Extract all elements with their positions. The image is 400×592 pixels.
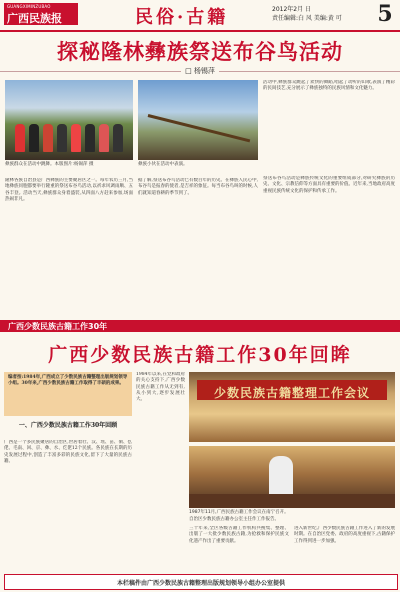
- article2-headline: 广西少数民族古籍工作30年回眸: [48, 344, 352, 366]
- logo-pinyin: GUANGXIMINZUBAO: [7, 4, 51, 9]
- footer-credit-box: [4, 574, 398, 590]
- article2-col1: 广西是一个多民族聚居的自治区,世居着壮、汉、瑶、苗、侗、仫佬、毛南、回、京、彝、水、仡佬12个民族。各民族在长期的历史发展过程中,创造了丰富多彩的民族文化,留下了大量的民族古籍。: [4, 440, 132, 464]
- photo4-caption: 自治区少数民族古籍办公室主任作工作报告。: [189, 517, 279, 522]
- issue-date: 2012年2月 日: [272, 6, 311, 13]
- photo2-caption: 彝族小伙在活动中表演。: [138, 162, 188, 167]
- newspaper-logo: [4, 3, 78, 25]
- section-title: 民俗·古籍: [135, 7, 229, 28]
- footer-credit-text: 本栏稿件由广西少数民族古籍整理出版规划领导小组办公室提供: [116, 580, 285, 587]
- section-band: [0, 320, 400, 332]
- photo3-caption: 1987年11月,广西民族古籍工作会议在南宁召开。: [189, 510, 289, 515]
- conference-banner-photo: [189, 372, 395, 442]
- speaker-photo: [189, 446, 395, 508]
- section-band-label: 广西少数民族古籍工作30年: [8, 322, 108, 331]
- article1-body-far-right: 祭送布谷鸟活动是彝族传统文化的重要组成部分,对研究彝族的历史、文化、宗教信仰等方面具有重要的价值。近年来,当地政府高度重视民族传统文化的保护和传承工作。: [263, 176, 395, 194]
- article1-byline: [0, 66, 400, 76]
- festival-photo-dancers: [5, 80, 133, 160]
- banner-text: 少数民族古籍整理工作会议: [213, 386, 370, 400]
- article1-body-right: 活动中,彝族群众跳起了欢快的舞蹈,唱起了动听的山歌,表演了精彩的民间技艺,充分展示了彝族独特的民族风情和文化魅力。: [263, 80, 395, 92]
- festival-photo-pole: [138, 80, 258, 160]
- page-number: 5: [374, 1, 396, 27]
- byline-text: □ 杨锡萍: [181, 67, 219, 75]
- article1-headline: 探秘隆林彝族祭送布谷鸟活动: [57, 39, 343, 64]
- masthead: [0, 0, 400, 32]
- article2-col3: 三十年来,全区各级古籍工作机构共搜集、整理、出版了一大批少数民族古籍,为抢救和保护民族文化遗产作出了重要贡献。: [189, 526, 289, 544]
- editor-note-text: 编者按:1984年,广西成立了少数民族古籍整理出版规划领导小组。30年来,广西少数民族古籍工作取得了丰硕的成果。: [8, 375, 128, 386]
- photo1-caption: 彝族群众在活动中跳舞。本版图片:杨锡萍 摄: [5, 162, 94, 167]
- article1-body-mid: 据了解,祭送布谷鸟活动已有数百年的历史。在彝族人民心中,布谷鸟是报春的使者,是吉祥的象征。每当布谷鸟叫的时候,人们就知道春耕的季节到了。: [138, 178, 258, 196]
- article1-body-left: 隆林各族自治县是广西彝族的主要聚居区之一。每年农历三月,当地彝族同胞都要举行隆重的祭送布谷鸟活动,以祈求风调雨顺、五谷丰登。活动当天,彝族群众身着盛装,从四面八方赶来参加,场面热闹非凡。: [5, 178, 133, 202]
- editor-note-box: [4, 372, 132, 416]
- article2-subhead: 一、广西少数民族古籍工作30年回顾: [18, 422, 118, 429]
- editors-line: 责任编辑:白 风 美编:黄 可: [272, 15, 342, 22]
- article2-col4: 进入新世纪,广西少数民族古籍工作进入了新的发展时期。在自治区党委、政府的高度重视下,古籍保护工作得到进一步加强。: [294, 526, 395, 544]
- article2-col2: 1984年以来,在党和政府的关心支持下,广西少数民族古籍工作从无到有,从小到大,逐步发展壮大。: [136, 372, 185, 403]
- logo-name: 广西民族报: [7, 12, 62, 25]
